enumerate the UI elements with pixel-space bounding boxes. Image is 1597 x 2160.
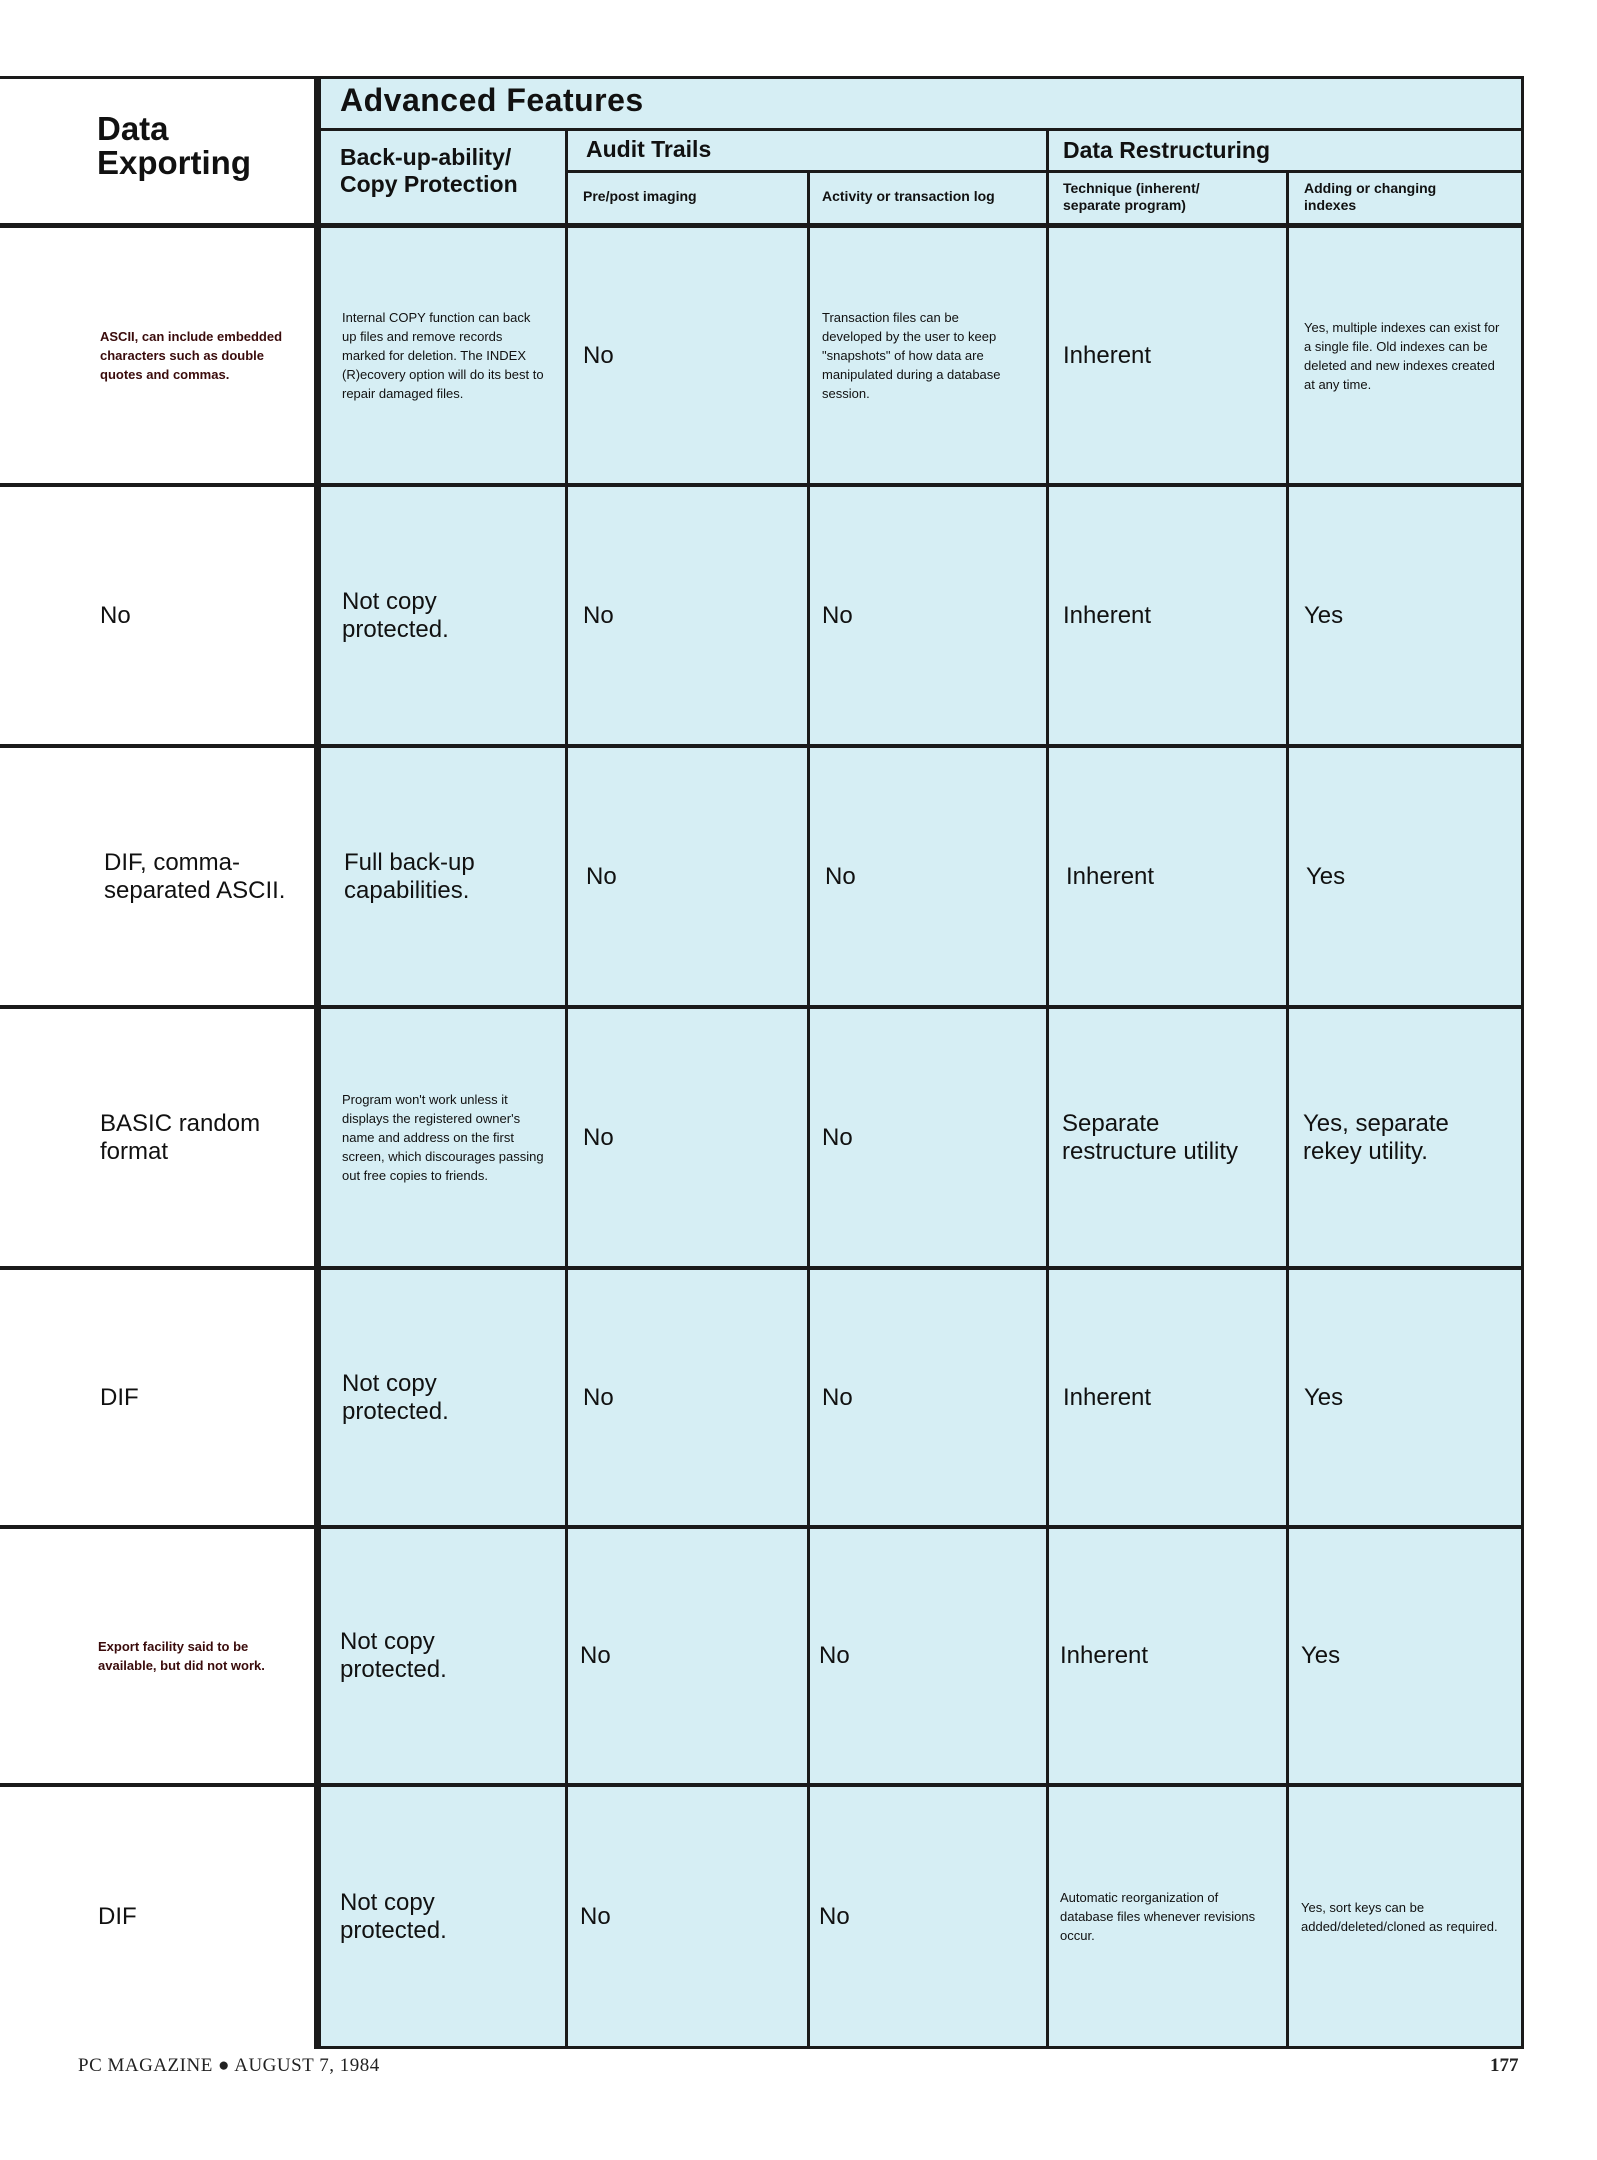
table-cell-prepost xyxy=(583,228,793,483)
table-cell-export xyxy=(100,228,300,483)
cell-text: Not copy protected. xyxy=(340,1888,447,1944)
table-cell-technique xyxy=(1063,487,1273,744)
prepost-imaging-header: Pre/post imaging xyxy=(583,188,697,204)
table-cell-activity xyxy=(822,1270,1032,1525)
technique-header xyxy=(1063,180,1200,214)
cell-text: Inherent xyxy=(1063,601,1152,629)
table-cell-activity xyxy=(825,748,1035,1005)
table-cell-backup xyxy=(342,1270,552,1525)
data-restructuring-header: Data Restructuring xyxy=(1063,137,1271,163)
cell-text: Yes, separate rekey utility. xyxy=(1303,1109,1449,1165)
table-cell-indexes xyxy=(1304,1270,1514,1525)
audit-trails-header: Audit Trails xyxy=(586,136,712,162)
table-cell-prepost xyxy=(580,1787,790,2046)
cell-text: Not copy protected. xyxy=(342,1369,449,1425)
header-line: indexes xyxy=(1304,197,1357,213)
rule-col xyxy=(807,170,810,2049)
cell-text: No xyxy=(822,1383,853,1411)
cell-text: No xyxy=(819,1902,850,1930)
cell-text: No xyxy=(580,1642,611,1669)
rule-col xyxy=(1286,170,1289,2049)
cell-text: No xyxy=(819,1642,850,1669)
table-cell-backup xyxy=(342,228,547,483)
header-line: Data xyxy=(97,110,169,147)
table-cell-technique xyxy=(1060,1529,1270,1783)
table-cell-technique xyxy=(1066,748,1276,1005)
cell-text: Yes xyxy=(1306,862,1346,890)
cell-text: Export facility said to be available, but did not work. xyxy=(98,1639,265,1673)
cell-text: No xyxy=(583,341,614,369)
table-cell-indexes xyxy=(1303,1009,1513,1266)
header-line: Adding or changing xyxy=(1304,180,1437,196)
cell-text: Not copy protected. xyxy=(340,1628,447,1683)
rule-right xyxy=(1521,76,1524,2049)
cell-text: ASCII, can include embedded characters such as double quotes and commas. xyxy=(100,329,283,382)
cell-text: No xyxy=(822,601,853,629)
table-cell-indexes xyxy=(1304,228,1509,483)
table-cell-indexes xyxy=(1301,1787,1506,2046)
cell-text: Yes xyxy=(1304,601,1344,629)
table-cell-backup xyxy=(340,1787,550,2046)
cell-text: Not copy protected. xyxy=(342,587,449,643)
cell-text: DIF xyxy=(98,1902,137,1930)
table-cell-activity xyxy=(819,1787,1029,2046)
header-line: Technique (inherent/ xyxy=(1063,180,1200,196)
table-cell-prepost xyxy=(583,487,793,744)
cell-text: Yes, multiple indexes can exist for a single file. Old indexes can be deleted and new indexes created at any time. xyxy=(1304,319,1500,392)
cell-text: DIF, comma-separated ASCII. xyxy=(104,848,286,904)
table-cell-backup xyxy=(344,748,554,1005)
table-cell-backup xyxy=(342,1009,552,1266)
adding-indexes-header xyxy=(1304,180,1436,214)
table-cell-prepost xyxy=(583,1270,793,1525)
rule-subheader xyxy=(318,128,1523,131)
publication-footer: PC MAGAZINE ● AUGUST 7, 1984 xyxy=(78,2055,380,2076)
header-line: separate program) xyxy=(1063,197,1186,213)
data-exporting-header xyxy=(97,112,251,180)
cell-text: Yes xyxy=(1301,1642,1341,1669)
cell-text: No xyxy=(586,862,617,890)
table-cell-export xyxy=(104,748,309,1005)
header-line: Back-up-ability/ xyxy=(340,144,512,170)
header-line: Exporting xyxy=(97,144,251,181)
cell-text: Program won't work unless it displays the registered owner's name and address on the first screen, which discourages passing out free copies to friends. xyxy=(342,1092,544,1183)
cell-text: Yes xyxy=(1304,1383,1344,1411)
advanced-features-title: Advanced Features xyxy=(340,82,644,118)
cell-text: BASIC random format xyxy=(100,1109,261,1165)
page-number: 177 xyxy=(1490,2055,1519,2076)
rule-thick-divider xyxy=(314,76,321,2049)
cell-text: DIF xyxy=(100,1383,139,1411)
cell-text: Inherent xyxy=(1063,341,1152,369)
header-line: Copy Protection xyxy=(340,171,518,197)
table-cell-activity xyxy=(819,1529,1029,1783)
rule-col xyxy=(565,128,568,2049)
activity-log-header: Activity or transaction log xyxy=(822,188,995,204)
backup-header xyxy=(340,144,518,198)
table-cell-export xyxy=(100,1270,310,1525)
table-cell-indexes xyxy=(1304,487,1514,744)
cell-text: Automatic reorganization of database files whenever revisions occur. xyxy=(1060,1890,1256,1943)
cell-text: Full back-up capabilities. xyxy=(344,848,475,904)
cell-text: No xyxy=(583,1383,614,1411)
cell-text: Transaction files can be developed by the user to keep "snapshots" of how data are manipulated during a database session. xyxy=(822,310,1001,401)
cell-text: No xyxy=(825,862,856,890)
table-cell-prepost xyxy=(586,748,796,1005)
table-cell-indexes xyxy=(1306,748,1516,1005)
cell-text: No xyxy=(583,1123,614,1151)
cell-text: Separate restructure utility xyxy=(1062,1109,1239,1165)
table-cell-export xyxy=(98,1787,308,2046)
table-cell-export xyxy=(98,1529,293,1783)
table-cell-backup xyxy=(342,487,552,744)
rule-bottom xyxy=(318,2046,1523,2049)
cell-text: Inherent xyxy=(1060,1642,1149,1669)
cell-text: Inherent xyxy=(1066,862,1155,890)
table-cell-prepost xyxy=(580,1529,790,1783)
cell-text: No xyxy=(580,1902,611,1930)
table-cell-technique xyxy=(1060,1787,1265,2046)
table-cell-indexes xyxy=(1301,1529,1511,1783)
table-cell-export xyxy=(100,487,310,744)
cell-text: Yes, sort keys can be added/deleted/cloned as required. xyxy=(1301,1899,1498,1934)
table-cell-technique xyxy=(1062,1009,1277,1266)
table-cell-export xyxy=(100,1009,310,1266)
table-cell-activity xyxy=(822,487,1032,744)
cell-text: Inherent xyxy=(1063,1383,1152,1411)
rule-subcol xyxy=(565,170,1523,173)
cell-text: No xyxy=(100,601,131,629)
cell-text: No xyxy=(583,601,614,629)
rule-top xyxy=(0,76,1523,79)
table-cell-prepost xyxy=(583,1009,793,1266)
table-cell-technique xyxy=(1063,228,1273,483)
table-cell-backup xyxy=(340,1529,550,1783)
cell-text: Internal COPY function can back up files and remove records marked for deletion. The INDEX (R)ecovery option will do its best to repair damaged files. xyxy=(342,310,544,401)
table-cell-activity xyxy=(822,228,1022,483)
rule-col xyxy=(1046,128,1049,2049)
table-cell-activity xyxy=(822,1009,1032,1266)
cell-text: No xyxy=(822,1123,853,1151)
table-cell-technique xyxy=(1063,1270,1273,1525)
